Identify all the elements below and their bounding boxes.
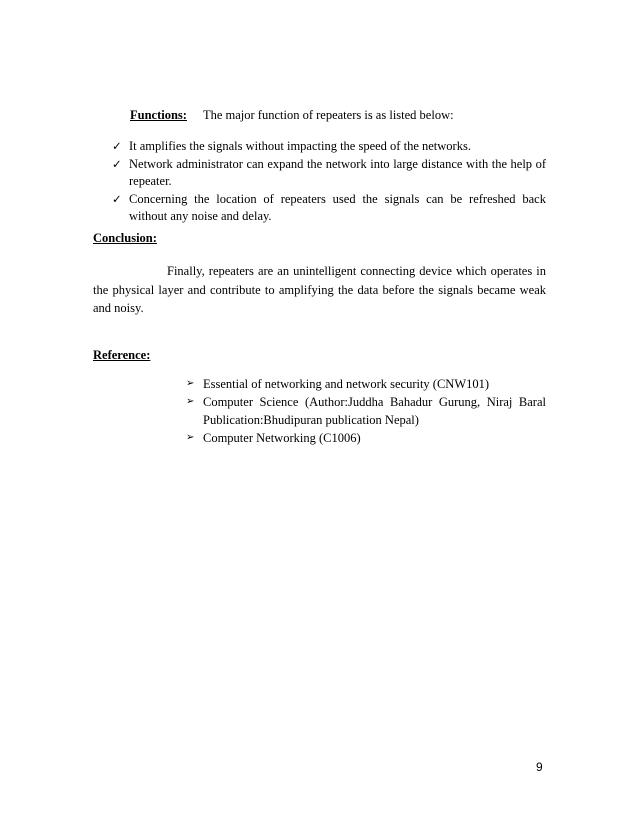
list-item: [112, 138, 546, 156]
conclusion-paragraph: Finally, repeaters are an unintelligent connecting device which operates in the physical layer and contribute to amplifying the data before the signals became weak and noisy.: [93, 264, 546, 315]
list-item-text: Network administrator can expand the network into large distance with the help of repeater.: [129, 156, 546, 188]
functions-intro: The major function of repeaters is as listed below:: [202, 108, 454, 122]
check-icon: ✓: [112, 139, 122, 153]
functions-line: [130, 106, 454, 124]
page-number: 9: [536, 760, 543, 774]
check-icon: ✓: [112, 191, 122, 206]
list-item: [186, 429, 546, 447]
list-item: [112, 156, 546, 191]
arrow-bullet-icon: ➢: [186, 378, 195, 389]
list-item-text: It amplifies the signals without impacting the speed of the networks.: [129, 139, 471, 153]
functions-list: [112, 138, 546, 226]
list-item-text: Essential of networking and network security (CNW101): [203, 377, 490, 391]
functions-heading: Functions:: [130, 108, 187, 122]
list-item-text: Computer Networking (C1006): [203, 431, 361, 445]
arrow-bullet-icon: ➢: [186, 396, 195, 407]
list-item: [112, 191, 546, 226]
reference-list: [186, 375, 546, 447]
arrow-bullet-icon: ➢: [186, 432, 195, 443]
conclusion-heading: Conclusion:: [93, 231, 157, 245]
list-item-text: Concerning the location of repeaters used the signals can be refreshed back without any noise and delay.: [129, 191, 546, 223]
list-item-text: Computer Science (Author:Juddha Bahadur Gurung, Niraj Baral Publication:Bhudipuran publication Nepal): [203, 395, 546, 427]
list-item: [186, 375, 546, 393]
reference-heading: Reference:: [93, 348, 151, 362]
list-item: [186, 393, 546, 429]
check-icon: ✓: [112, 156, 122, 171]
